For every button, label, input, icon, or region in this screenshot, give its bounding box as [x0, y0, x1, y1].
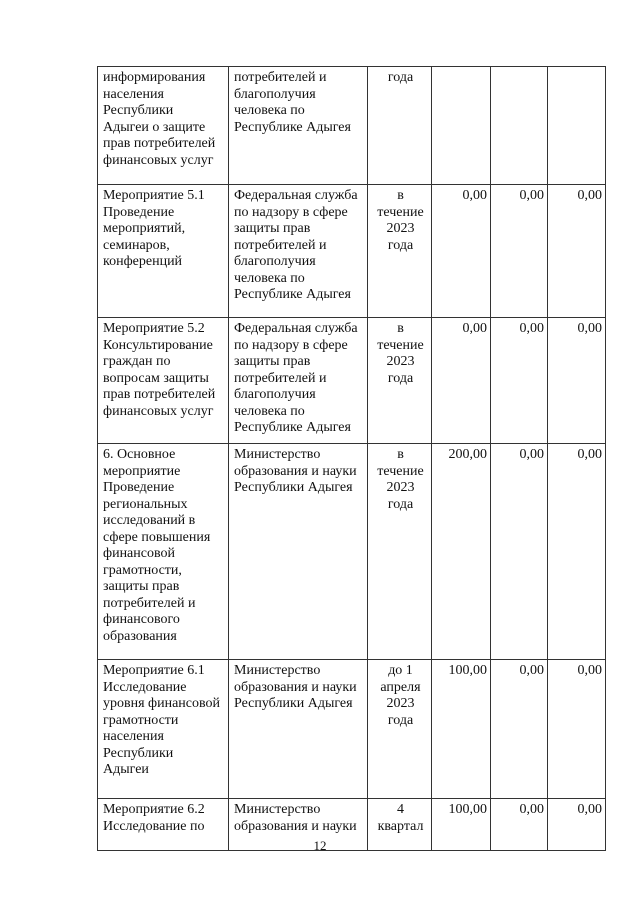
executor-cell-line: человека по [234, 270, 305, 286]
table-row [98, 660, 606, 799]
funding-cell-2: 0,00 [491, 318, 548, 444]
executor-cell-line: защиты прав [234, 354, 311, 369]
term-cell-line: года [387, 237, 414, 253]
funding-cell-2: 0,00 [491, 444, 548, 660]
event-cell-line: прав потребителей [103, 387, 216, 402]
table-row [98, 444, 606, 660]
event-cell-line: прав потребителей [103, 136, 216, 151]
event-cell-line: Адыгеи о защите [103, 119, 206, 135]
term-cell-line: течение [377, 463, 424, 479]
term-cell-line: в [397, 321, 404, 336]
event-cell-line: образования [103, 628, 177, 644]
funding-cell-3 [548, 67, 606, 185]
event-cell-line: населения [103, 729, 164, 744]
executor-cell-line: Республике Адыгея [234, 420, 351, 435]
term-cell-line: течение [377, 337, 424, 353]
term-cell-line: в [397, 188, 404, 203]
event-cell [98, 67, 229, 185]
executor-cell-line: образования и науки [234, 818, 357, 834]
event-cell-line: информирования [103, 70, 206, 85]
term-cell-line: года [387, 370, 414, 386]
executor-cell-line: образования и науки [234, 679, 357, 695]
event-cell-line: Мероприятие 5.1 [103, 188, 205, 203]
executor-cell-line: по надзору в сфере [234, 204, 348, 220]
executor-cell-line: Республике Адыгея [234, 287, 351, 302]
event-cell [98, 444, 229, 660]
event-cell-line: потребителей и [103, 595, 196, 611]
event-cell-line: граждан по [103, 354, 171, 369]
funding-cell-1 [432, 67, 491, 185]
executor-cell-line: Федеральная служба [234, 188, 358, 203]
term-cell-line: года [387, 712, 414, 728]
event-cell-line: исследований в [103, 513, 196, 528]
funding-cell-1: 100,00 [432, 660, 491, 799]
event-cell-line: защиты прав [103, 579, 180, 594]
table-row [98, 318, 606, 444]
event-cell-line: уровня финансовой [103, 696, 221, 711]
term-cell-line: 2023 [386, 221, 415, 236]
executor-cell-line: Федеральная служба [234, 321, 358, 336]
event-cell-line: финансовой [103, 546, 175, 561]
event-cell-line: Адыгеи [103, 762, 149, 777]
term-cell-line: года [387, 70, 414, 85]
executor-cell-line: потребителей и [234, 370, 327, 386]
term-cell-line: течение [377, 204, 424, 220]
term-cell [368, 185, 432, 318]
measures-table [97, 66, 606, 851]
funding-cell-3: 0,00 [548, 185, 606, 318]
funding-cell-2 [491, 67, 548, 185]
event-cell-line: Мероприятие 6.1 [103, 663, 205, 678]
event-cell-line: Исследование [103, 679, 187, 695]
executor-cell-line: потребителей и [234, 70, 327, 85]
executor-cell-line: Республики Адыгея [234, 480, 353, 495]
event-cell-line: финансового [103, 612, 180, 627]
event-cell [98, 660, 229, 799]
term-cell-line: 2023 [386, 354, 415, 369]
executor-cell [229, 318, 368, 444]
event-cell-line: финансовых услуг [103, 152, 214, 168]
executor-cell-line: по надзору в сфере [234, 337, 348, 353]
event-cell-line: мероприятие [103, 463, 181, 479]
event-cell-line: мероприятий, [103, 221, 186, 236]
term-cell-line: в [397, 447, 404, 462]
term-cell [368, 660, 432, 799]
term-cell-line: 4 [397, 802, 404, 817]
event-cell-line: Проведение [103, 204, 175, 220]
term-cell [368, 444, 432, 660]
funding-cell-1: 0,00 [432, 318, 491, 444]
executor-cell-line: человека по [234, 103, 305, 118]
table-row [98, 67, 606, 185]
event-cell-line: Мероприятие 5.2 [103, 321, 205, 336]
table-body [98, 67, 606, 851]
funding-cell-1: 200,00 [432, 444, 491, 660]
executor-cell-line: потребителей и [234, 237, 327, 253]
executor-cell-line: образования и науки [234, 463, 357, 479]
event-cell-line: грамотности [103, 712, 179, 728]
funding-cell-3: 0,00 [548, 660, 606, 799]
term-cell [368, 318, 432, 444]
term-cell-line: до 1 [388, 663, 413, 678]
executor-cell-line: Министерство [234, 802, 321, 817]
executor-cell-line: Министерство [234, 663, 321, 678]
executor-cell-line: благополучия [234, 86, 316, 102]
term-cell-line: 2023 [386, 480, 415, 495]
executor-cell-line: благополучия [234, 254, 316, 269]
event-cell-line: конференций [103, 254, 183, 269]
executor-cell-line: человека по [234, 403, 305, 419]
event-cell-line: вопросам защиты [103, 370, 209, 386]
term-cell-line: года [387, 496, 414, 512]
event-cell [98, 185, 229, 318]
funding-cell-3: 0,00 [548, 318, 606, 444]
funding-cell-2: 0,00 [491, 185, 548, 318]
funding-cell-3: 0,00 [548, 444, 606, 660]
event-cell-line: грамотности, [103, 562, 182, 578]
event-cell-line: Исследование по [103, 818, 205, 834]
event-cell-line: населения [103, 86, 164, 102]
funding-cell-3: 0,00 [548, 799, 606, 851]
term-cell-line: 2023 [386, 696, 415, 711]
term-cell [368, 67, 432, 185]
event-cell-line: Республики [103, 745, 174, 761]
event-cell-line: региональных [103, 496, 188, 512]
funding-cell-1: 100,00 [432, 799, 491, 851]
event-cell-line: финансовых услуг [103, 403, 214, 419]
executor-cell-line: защиты прав [234, 221, 311, 236]
term-cell-line: квартал [377, 818, 424, 834]
executor-cell-line: Республике Адыгея [234, 119, 351, 135]
executor-cell-line: Министерство [234, 447, 321, 462]
event-cell-line: 6. Основное [103, 447, 176, 462]
funding-cell-1: 0,00 [432, 185, 491, 318]
table-row [98, 185, 606, 318]
page-number: 12 [313, 838, 327, 853]
event-cell-line: Мероприятие 6.2 [103, 802, 205, 817]
executor-cell [229, 444, 368, 660]
funding-cell-2: 0,00 [491, 660, 548, 799]
executor-cell [229, 660, 368, 799]
funding-cell-2: 0,00 [491, 799, 548, 851]
event-cell-line: сфере повышения [103, 529, 211, 545]
term-cell-line: апреля [380, 679, 421, 695]
event-cell-line: семинаров, [103, 237, 170, 253]
executor-cell [229, 67, 368, 185]
event-cell-line: Проведение [103, 480, 175, 495]
executor-cell-line: Республики Адыгея [234, 696, 353, 711]
executor-cell-line: благополучия [234, 387, 316, 402]
event-cell-line: Консультирование [103, 337, 213, 353]
executor-cell [229, 185, 368, 318]
event-cell-line: Республики [103, 103, 174, 118]
event-cell [98, 318, 229, 444]
